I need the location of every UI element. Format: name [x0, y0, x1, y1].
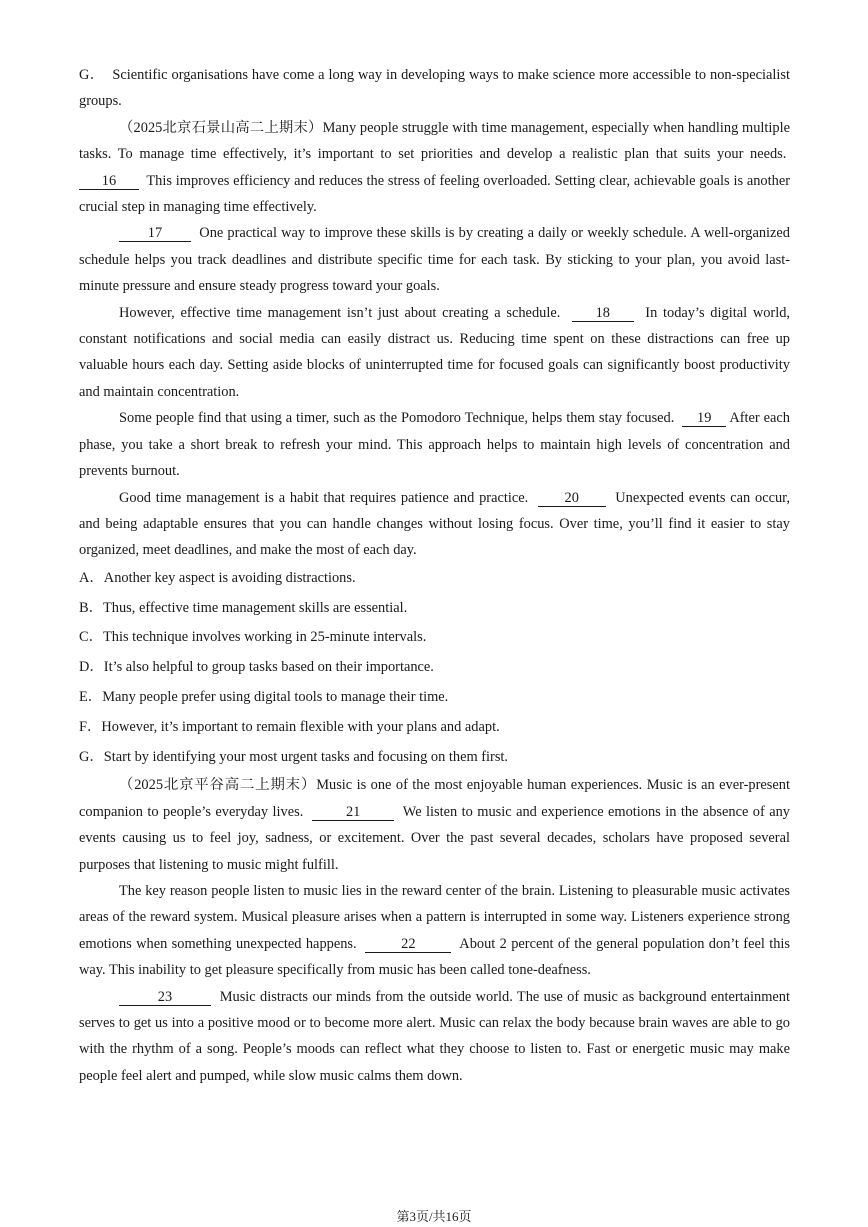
option-label: A．: [79, 569, 104, 586]
blank-16: 16: [79, 173, 139, 190]
paragraph-text: However, effective time management isn’t just about creating a schedule.: [119, 304, 561, 321]
paragraph-text: One practical way to improve these skills is by creating a daily or weekly schedule. A well-organized schedule helps you track deadlines and distribute specific time for each task. By sticking to your plan, you avoid last-minute pressure and ensure steady progress toward your goals.: [79, 225, 790, 295]
document-page: [79, 62, 790, 1089]
passage4-paragraph-2: [79, 878, 790, 984]
paragraph-text: This improves efficiency and reduces the stress of feeling overloaded. Setting clear, achievable goals is another crucial step in managing time effectively.: [79, 172, 790, 216]
options-list: [79, 564, 790, 773]
source-tag: （2025北京石景山高二上期末）: [119, 119, 323, 136]
option-d: [79, 653, 790, 683]
option-label: F．: [79, 718, 102, 735]
passage3-paragraph-4: [79, 405, 790, 484]
option-label: C．: [79, 629, 103, 646]
paragraph-text: Unexpected events can occur, and being adaptable ensures that you can handle changes without losing focus. Over time, you’ll find it easier to stay organized, meet deadlines, and make the most of each day.: [79, 489, 790, 559]
paragraph-text: In today’s digital world, constant notifications and social media can easily distract us. Reducing time spent on these distractions can free up valuable hours each day. Setting aside blocks of uninterrupted time for focused goals can significantly boost productivity and maintain concentration.: [79, 304, 790, 400]
paragraph-text: Music is one of the most enjoyable human experiences. Music is an ever-present companion to people’s everyday lives.: [79, 777, 790, 820]
blank-20: 20: [538, 490, 606, 507]
blank-22: 22: [365, 936, 451, 953]
passage3-paragraph-2: [79, 220, 790, 299]
paragraph-text: About 2 percent of the general population don’t feel this way. This inability to get pleasure specifically from music has been called tone-deafness.: [79, 935, 791, 979]
paragraph-text: After each phase, you take a short break to refresh your mind. This approach helps to maintain high levels of concentration and prevents burnout.: [79, 410, 791, 480]
option-label: B．: [79, 599, 103, 616]
option-label: G．: [79, 748, 104, 765]
paragraph-text: Music distracts our minds from the outside world. The use of music as background entertainment serves to get us into a positive mood or to become more alert. Music can relax the body because brain waves are able to go with the rhythm of a song. People’s moods can reflect what they choose to listen to. Fast or energetic music may make people feel alert and pumped, while slow music calms them down.: [79, 988, 790, 1084]
option-label: D．: [79, 659, 104, 676]
option-g: [79, 743, 790, 773]
paragraph-text: Good time management is a habit that requires patience and practice.: [119, 489, 529, 506]
option-g-previous: [79, 62, 790, 115]
passage3-paragraph-3: [79, 300, 790, 406]
option-text: Thus, effective time management skills are essential.: [103, 599, 408, 616]
source-tag: （2025北京平谷高二上期末）: [119, 777, 317, 794]
option-e: [79, 683, 790, 713]
option-text: Many people prefer using digital tools to manage their time.: [102, 688, 449, 705]
option-text: Another key aspect is avoiding distractions.: [103, 569, 356, 586]
option-text: Scientific organisations have come a long way in developing ways to make science more accessible to non-specialist groups.: [79, 67, 790, 110]
option-b: [79, 594, 790, 624]
option-a: [79, 564, 790, 594]
passage3-paragraph-5: [79, 485, 790, 564]
blank-18: 18: [572, 305, 634, 322]
option-label: G．: [79, 67, 105, 83]
blank-17: 17: [119, 225, 191, 242]
passage3-paragraph-1: [79, 115, 790, 221]
paragraph-text: The key reason people listen to music lies in the reward center of the brain. Listening to pleasurable music activates areas of the reward system. Musical pleasure arises when a pattern is interrupted in some way. Listeners experience strong emotions when something unexpected happens.: [79, 882, 790, 952]
option-f: [79, 713, 790, 743]
blank-21: 21: [312, 804, 394, 821]
option-text: However, it’s important to remain flexible with your plans and adapt.: [101, 718, 500, 735]
blank-19: 19: [682, 410, 726, 427]
page-number: 第3页/共16页: [396, 1209, 472, 1224]
passage4-paragraph-1: [79, 772, 790, 878]
option-label: E．: [79, 688, 103, 705]
passage4-paragraph-3: [79, 984, 790, 1090]
option-text: It’s also helpful to group tasks based on their importance.: [103, 659, 434, 676]
paragraph-text: Many people struggle with time management, especially when handling multiple tasks. To manage time effectively, it’s important to set priorities and develop a realistic plan that suits your needs.: [79, 119, 790, 163]
blank-23: 23: [119, 989, 211, 1006]
paragraph-text: Some people find that using a timer, such as the Pomodoro Technique, helps them stay focused.: [119, 410, 675, 427]
option-c: [79, 623, 790, 653]
option-text: This technique involves working in 25-minute intervals.: [103, 629, 427, 646]
option-text: Start by identifying your most urgent tasks and focusing on them first.: [103, 748, 509, 765]
paragraph-text: We listen to music and experience emotions in the absence of any events causing us to feel joy, sadness, or excitement. Over the past several decades, scholars have proposed several purposes that listening to music might fulfill.: [79, 803, 791, 873]
